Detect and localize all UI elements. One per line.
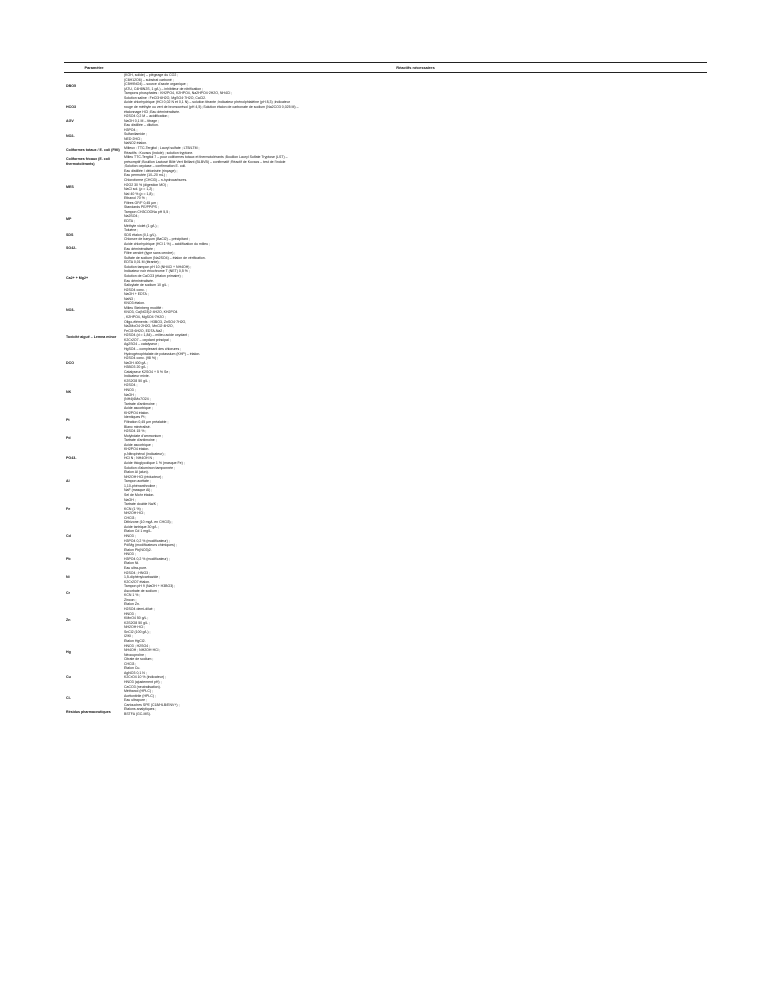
reagent-line: Tampons phosphates : KH2PO4, K2HPO4, Na2HPO4·2H2O, NH4Cl ; — [124, 91, 233, 96]
reagent-line: HNO3 ; H2SO4 ; — [124, 643, 151, 648]
reagent-line: H2SO4 (d = 1,84) – milieu acide oxydant ; — [124, 333, 190, 338]
reagents-cell — [122, 100, 707, 114]
reagent-line: Citrate de sodium ; — [124, 657, 154, 662]
reagent-line: CaCO3 (neutralisation). — [124, 684, 161, 689]
table-row — [64, 639, 707, 666]
reagent-line: étalonnage HCl ;Eau déminéralisée. — [124, 109, 181, 114]
reagent-line: SDS étalon (0,1 g/L). — [124, 232, 157, 237]
reagent-line: Filtres GF/F 0,45 µm ; — [124, 200, 159, 205]
reagent-line: KMnO4 50 g/L ; — [124, 616, 149, 621]
reagent-line: EDTA 0,01 M (titrante) ; — [124, 260, 161, 265]
table-row — [64, 352, 707, 375]
reagent-line: Eau déminéralisée. — [124, 278, 154, 283]
reagent-line: Acide chlorhydrique (HCl 0,02 N et 0,1 N) – solution titrante ;Indicateur phénolphtaléine (pH 8,3) ;Indicateur — [124, 100, 290, 105]
parameter-cell: SO42- — [66, 246, 77, 251]
parameter-cell: MP — [66, 216, 72, 221]
reagent-line: H2SO4 ; — [124, 383, 138, 388]
table-row — [64, 707, 707, 716]
reagent-line: Méthanol (HPLC) ; — [124, 689, 153, 694]
reagent-line: CHCl3 ; — [124, 661, 137, 666]
parameter-cell: NO2- — [66, 134, 75, 139]
reagent-line: Na2MoO4·2H2O, MnCl2·4H2O, — [124, 324, 174, 329]
reagent-line: Milieux : TTC-Tergitol ; Lauryl sulfate ; LTB/LTM ; — [124, 146, 200, 150]
reagent-line: KNO3 étalon. — [124, 301, 146, 306]
reagent-line: K2CrO4 10 % (indicateur) ; — [124, 675, 167, 680]
reagent-line: Tampon pH 9 (NaOH + H3BO3) ; — [124, 584, 176, 589]
reagent-line: Eau ultrapure ; — [124, 698, 147, 703]
reagent-line: H2SO4 0,2 M – acidification ; — [124, 114, 170, 119]
table-row — [64, 237, 707, 260]
reagent-line: Ascorbate de sodium ; — [124, 588, 159, 593]
parameter-cell: Fe — [66, 506, 71, 511]
reagent-line: Acide thioglycolique 1 % (masque Fe) ; — [124, 461, 185, 466]
reagents-cell — [122, 352, 707, 375]
reagent-line: Acide ascorbique ; — [124, 406, 153, 411]
table-header — [64, 62, 707, 73]
reagent-line: Sulfate de sodium (Na2SO4) – étalon de vérification. — [124, 255, 206, 260]
reagents-cell — [122, 470, 707, 493]
reagents-cell — [122, 297, 707, 324]
reagent-line: NaCl sol. (ρ = 1,2) ; — [124, 187, 155, 192]
reagents-column-header: Réactifs nécessaires — [396, 65, 435, 70]
reagent-line: K2S2O8 50 g/L ; — [124, 378, 150, 383]
parameter-cell: NO3- — [66, 308, 75, 313]
reagents-cell — [122, 584, 707, 602]
reagent-line: Hydrogénophtalate de potassium (KHP) – étalon. — [124, 351, 201, 356]
reagent-line: ;Solution oxydase – confirmation E. coli. — [124, 164, 187, 169]
reagents-cell — [122, 237, 707, 260]
parameter-cell: Cr — [66, 590, 70, 595]
reagents-cell — [122, 128, 707, 146]
reagent-line: Toluène ; — [124, 228, 139, 233]
reagent-line: Étalon Al (alun). — [124, 470, 149, 475]
reagent-line: HNO3 (ajustement pH) ; — [124, 680, 162, 685]
reagent-line: Eau permutée (10–20 mL) ; — [124, 173, 167, 178]
parameter-cell: Hg — [66, 650, 71, 655]
reagents-cell — [122, 666, 707, 689]
reagent-line: Na2SO4 ; — [124, 214, 140, 219]
parameter-cell: Cd — [66, 533, 71, 538]
reagent-line: (KOH, solide) – piégeage du CO2 ; — [124, 73, 179, 77]
reagents-cell — [122, 707, 707, 716]
reagent-line: Salicylate de sodium 10 g/L ; — [124, 283, 169, 288]
table-row — [64, 100, 707, 114]
reagent-line: H3PO4 ; — [124, 127, 138, 132]
reagent-line: Chlorure de baryum (BaCl2) – précipitant ; — [124, 237, 190, 242]
reagent-line: Eau ultra-pure. — [124, 565, 148, 570]
reagent-line: HNO3 ; — [124, 552, 136, 557]
reagent-line: Indicateur mixte. — [124, 374, 150, 379]
reagents-cell — [122, 205, 707, 232]
reagent-line: Dithizone (10 mg/L en CHCl3) ; — [124, 520, 173, 525]
reagent-line: H2SO4 conc. (98 %) ; — [124, 356, 159, 361]
reagent-line: NaOH ; — [124, 392, 136, 397]
parameter-cell: Pd — [66, 435, 71, 440]
reagent-line: NaOH 0,1 M – titrage ; — [124, 118, 160, 123]
table-body — [64, 73, 707, 717]
table-row — [64, 548, 707, 571]
reagent-line: H2O2 30 % (digestion MO) ; — [124, 182, 168, 187]
reagent-line: p-Nitrophénol (indicateur) ; — [124, 451, 166, 456]
reagent-line: Filtre cendré (type sans cendre) ; — [124, 251, 176, 256]
parameter-cell: Cl- — [66, 695, 71, 700]
table-row — [64, 411, 707, 429]
parameter-cell: Coliformes fécaux (E. coli thermotolérants) — [66, 157, 110, 166]
reagent-line: (NH4)6Mo7O24 ; — [124, 397, 151, 402]
parameter-cell: Résidus pharmaceutiques — [66, 709, 111, 714]
reagent-line: HNO3 ; — [124, 388, 136, 393]
reagent-line: I2/KI ; — [124, 634, 134, 639]
reagent-line: SnCl2 (100 g/L) ; — [124, 629, 151, 634]
reagent-line: Acide tartrique 30 g/L ; — [124, 524, 160, 529]
reagent-line: Étalon Ni. — [124, 561, 140, 566]
reagent-line: Acide ascorbique ; — [124, 442, 153, 447]
reagent-line: Catalyseur K2SO4 + 5 % Se ; — [124, 369, 171, 374]
reagent-line: (ATU, C4H8N2S, 1 g/L) – inhibiteur de nitrification ; — [124, 86, 204, 91]
reagent-line: Eau distillée / déionisée (rinçage) ; — [124, 168, 178, 173]
reagent-line: NaN3 ; — [124, 296, 135, 301]
reagent-line: (C6H12O6) – substrat carboné ; — [124, 77, 174, 82]
table-row — [64, 666, 707, 689]
reagents-cell — [122, 260, 707, 297]
reagent-line: (C5H9NO4) – source d’azote organique ; — [124, 82, 188, 87]
reagent-line: 1,5-diphénylcarbazide ; — [124, 575, 161, 580]
reagents-cell — [122, 429, 707, 447]
reagent-line: Néocuproïne ; — [124, 652, 146, 657]
reagent-line: Sulfanilamide ; — [124, 132, 147, 137]
reagent-line: NH2OH·HCl ; — [124, 511, 146, 516]
reagents-cell — [122, 155, 707, 169]
parameter-cell: NK — [66, 390, 72, 395]
parameter-cell: Al — [66, 479, 70, 484]
table-row — [64, 571, 707, 585]
reagents-cell — [122, 525, 707, 548]
table-row — [64, 324, 707, 351]
reagent-line: KH2PO4 étalon. — [124, 410, 150, 415]
reagent-line: KH2PO4 étalon. — [124, 447, 150, 452]
table-row — [64, 169, 707, 206]
reagent-line: Tartrate d’antimoine ; — [124, 401, 157, 406]
table-row — [64, 493, 707, 525]
reagents-cell — [122, 689, 707, 707]
reagent-line: NED·2HCl ; — [124, 136, 143, 141]
reagents-cell — [122, 73, 707, 100]
reagent-line: Solution tampon pH 10 (NH4Cl + NH4OH) ; — [124, 264, 192, 269]
reagent-line: NaOH 400 g/L ; — [124, 360, 149, 365]
param-column-header: Paramètre — [84, 65, 104, 70]
reagent-line: KNO3, Ca(NO3)2·4H2O, KH2PO4 — [124, 310, 178, 315]
table-row — [64, 146, 707, 155]
reagent-line: Zincon ; — [124, 597, 137, 602]
reagent-line: H2SO4 demi-dilué ; — [124, 607, 155, 612]
table-row — [64, 584, 707, 602]
reagent-line: Sel de Mohr étalon. — [124, 492, 155, 497]
reagents-cell — [122, 114, 707, 128]
reagent-line: Blanc minéralisé. — [124, 424, 151, 429]
reagent-line: Solution de CaCO3 (étalon primaire) ; — [124, 273, 183, 278]
parameter-cell: Coliformes totaux / E. coli (FMI) — [66, 148, 120, 153]
reagent-line: Milieu Steinberg modifié : — [124, 305, 164, 310]
reagent-line: HCl N ; NH4OH N ; — [124, 456, 154, 461]
table-row — [64, 525, 707, 548]
reagent-line: Oligo-éléments : H3BO3, ZnSO4·7H2O, — [124, 319, 187, 324]
reagent-line: NaOH + EDTA ; — [124, 292, 149, 297]
parameter-cell: DCO — [66, 360, 74, 365]
table-row — [64, 374, 707, 411]
reagent-line: H2SO4 conc. ; — [124, 287, 147, 292]
reagents-cell — [122, 493, 707, 525]
reagent-line: , K2HPO4, MgSO4·7H2O ; — [124, 315, 166, 320]
reagent-line: Étalon Zn. — [124, 602, 140, 607]
parameter-cell: Ni — [66, 574, 70, 579]
reagent-line: Milieu TTC-Tergitol 7 – pour coliformes totaux et thermotolérants ;Bouillon Lauryl Sulfate Tryptose (LST) – — [124, 155, 288, 160]
reagents-cell — [122, 374, 707, 411]
parameter-cell: Ca2+ + Mg2+ — [66, 276, 89, 281]
parameter-cell: DBO5 — [66, 84, 76, 89]
reagent-line: Étalon Pb(NO3)2. — [124, 547, 152, 552]
reagent-line: Tampon acétate ; — [124, 479, 151, 484]
reagent-line: rouge de méthyle ou vert de bromocrésol (pH 4,5) ;Solution étalon de carbonate de sodium (Na2CO3 0,025 M) – — [124, 104, 299, 109]
reagent-line: FeCl3·6H2O, EDTA-Na2 ; — [124, 328, 165, 333]
reagent-line: Chloroforme (CHCl3) – n-hydrocarbures. — [124, 177, 188, 182]
reagent-line: NaF (masque Al) ; — [124, 488, 153, 493]
table-row — [64, 260, 707, 297]
table-row — [64, 205, 707, 232]
reagent-line: Solution d’aluminon tamponnée ; — [124, 465, 175, 470]
reagent-line: EDTA ; — [124, 219, 135, 223]
parameter-cell: HCO3 — [66, 104, 76, 109]
reagent-line: Acide chlorhydrique (HCl 1 %) – acidification du milieu ; — [124, 242, 210, 247]
reagent-line: H3PO4 0,2 % (modificateur) ; — [124, 538, 170, 543]
reagent-line: Ethanol 70 % ; — [124, 196, 147, 201]
reagent-line: HgSO4 – complexant des chlorures ; — [124, 346, 182, 351]
reagent-line: KCN (1 %) ; — [124, 506, 143, 511]
reagent-line: Molybdate d’ammonium ; — [124, 433, 164, 438]
parameter-cell: SDS — [66, 232, 74, 237]
reagent-line: NH2OH·HCl ; — [124, 625, 146, 630]
reagents-cell — [122, 548, 707, 571]
reagent-line: Étalon HgCl2. — [124, 638, 146, 643]
reagents-cell — [122, 571, 707, 585]
reagent-line: BSTFA (GC-MS). — [124, 711, 151, 716]
reagent-line: Eau distillée – dilution. — [124, 123, 159, 128]
reagent-line: H2SO4 15 % ; — [124, 429, 147, 434]
table-row — [64, 114, 707, 128]
parameter-cell: MES — [66, 184, 74, 189]
reagent-line: Étalon Cu. — [124, 666, 141, 671]
reagent-line: Méthyle violet (1 g/L) ; — [124, 223, 159, 228]
reagent-line: KCN 1 % ; — [124, 593, 141, 598]
reagent-line: Pd/Mg (modificateurs chimiques) ; — [124, 543, 177, 548]
reagent-line: CHCl3 ; — [124, 515, 137, 520]
reagent-line: H3BO3 20 g/L ; — [124, 365, 148, 370]
reagent-line: Tampon CH3COONa pH 5,5 ; — [124, 209, 171, 214]
reagent-line: H3PO4 0,2 % (modificateur) ; — [124, 556, 170, 561]
reagent-line: Solution saline : FeCl3·6H2O, MgSO4·7H2O, CaCl2. — [124, 95, 207, 100]
table-row — [64, 297, 707, 324]
reagent-line: HNO3 ; — [124, 534, 136, 539]
reagent-line: NaOH ; — [124, 497, 136, 502]
reagent-line: Eau déminéralisée ; — [124, 246, 155, 251]
table-row — [64, 689, 707, 707]
reagents-cell — [122, 447, 707, 470]
table-row — [64, 73, 707, 100]
reagents-cell — [122, 146, 707, 155]
reagent-line: 1,10-phénanthroline ; — [124, 483, 158, 488]
reagent-line: NaNO2 étalon. — [124, 141, 148, 146]
reagent-line: AgNO3 0,1 N ; — [124, 670, 147, 675]
parameter-cell: PO43- — [66, 456, 77, 461]
table-row — [64, 128, 707, 146]
table-row — [64, 470, 707, 493]
reagent-line: NaI 40 % (ρ = 1,8) ; — [124, 191, 155, 196]
reagent-line: Tartrate d’antimoine ; — [124, 438, 157, 443]
reagent-line: Acétonitrile (HPLC) ; — [124, 693, 156, 698]
reagent-line: K2Cr2O7 – oxydant principal ; — [124, 337, 171, 342]
reagent-line: Cartouches SPE (C18/HLB/ENV+) ; — [124, 702, 180, 707]
reagents-cell — [122, 411, 707, 429]
reagent-line: Filtration 0,45 µm préalable ; — [124, 419, 169, 424]
reagent-line: K2Cr2O7 étalon. — [124, 579, 151, 584]
reagent-line: Identiques Pt ; — [124, 415, 147, 420]
table-row — [64, 447, 707, 470]
parameter-cell: Pb — [66, 556, 71, 561]
reagent-line: Tartrate double Na/K ; — [124, 502, 159, 507]
reagent-line: Ag2SO4 – catalyseur ; — [124, 342, 160, 347]
reagent-line: Étalon Cd 1 mg/L. — [124, 529, 153, 534]
reagent-line: Étalons analytiques ; — [124, 707, 157, 712]
parameter-cell: Cu — [66, 675, 71, 680]
reagent-line: H2SO4 ; HNO3 ; — [124, 570, 151, 575]
reagent-line: NH2OH·HCl (réducteur) ; — [124, 474, 164, 479]
parameter-cell: Toxicité aiguë – Lemna minor — [66, 335, 117, 340]
parameter-cell: AGV — [66, 118, 74, 123]
parameter-cell: Pt — [66, 417, 70, 422]
reagents-cell — [122, 169, 707, 206]
table-row — [64, 155, 707, 169]
reagent-line: présomptif ;Bouillon Lactosé Bilié Vert Brillant (BLBVB) – confirmatif ;Réactif de Kovacs – test de l’indole — [124, 159, 286, 164]
reagents-cell — [122, 639, 707, 666]
reagents-table — [64, 62, 707, 717]
reagents-cell — [122, 602, 707, 639]
reagent-line: HNO3 ; — [124, 611, 136, 616]
reagent-line: Indicateur noir ériochrome T (NET) 0,5 % ; — [124, 269, 190, 274]
table-row — [64, 429, 707, 447]
reagents-cell — [122, 324, 707, 351]
reagent-line: Réactifs : Kovacs (indole) ; solution tryptone. — [124, 150, 194, 155]
parameter-cell: Zn — [66, 618, 71, 623]
table-row — [64, 602, 707, 639]
reagent-line: NH4OH ; NH2OH·HCl ; — [124, 648, 161, 653]
reagent-line: K2S2O8 50 g/L ; — [124, 620, 150, 625]
reagent-line: Standards PE/PP/PS ; — [124, 205, 159, 210]
